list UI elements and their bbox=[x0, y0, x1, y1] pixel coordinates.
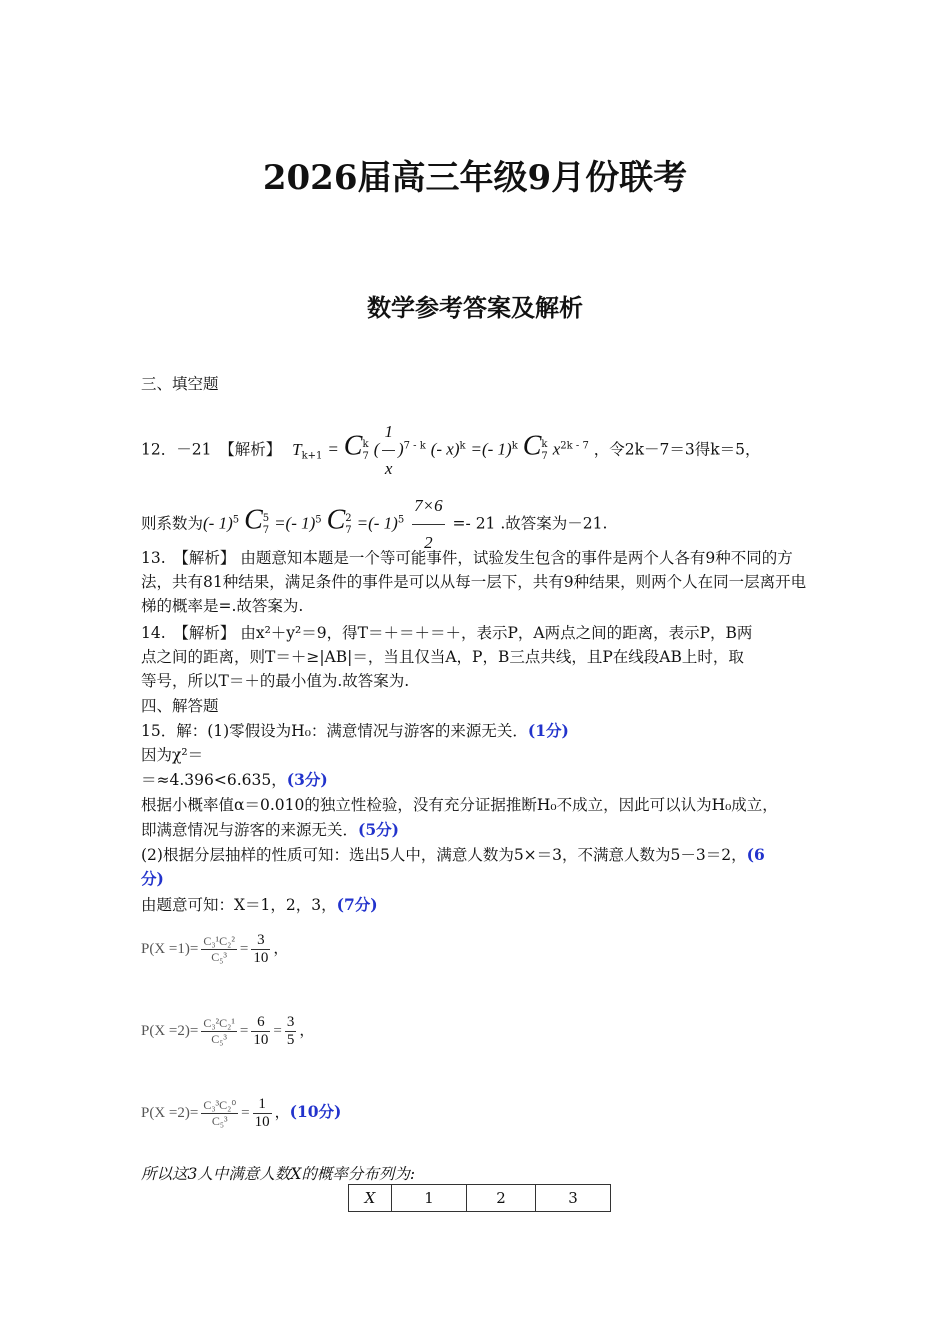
q12-line2-c1-sub: 7 bbox=[262, 524, 270, 536]
q15-line3 bbox=[141, 768, 816, 792]
prob-x1-den: C₅³ bbox=[211, 950, 228, 964]
q15-score6a: (6 bbox=[746, 845, 765, 864]
q12-line2-c2-idx bbox=[345, 513, 351, 537]
q12-frac-num: 1 bbox=[382, 414, 395, 451]
q12-pow1: 7 - k bbox=[403, 440, 426, 452]
q14-line1: 14. 【解析】 由x²＋y²＝9，得T＝＋＝＋＝＋，表示P，A两点之间的距离，表示P，B两 bbox=[141, 624, 753, 642]
q15-line6 bbox=[141, 843, 816, 867]
q12-line2-eq4: =(- 1) bbox=[356, 513, 398, 533]
prob-x3-den: C₅³ bbox=[211, 1114, 228, 1128]
q12-exp5c: 5 bbox=[397, 514, 405, 526]
q12-pow-2k7: 2k - 7 bbox=[560, 440, 589, 452]
q12-line2 bbox=[141, 488, 816, 552]
prob-x1-left: P(X =1)= bbox=[141, 940, 199, 957]
q12-line2-c2-sub: 7 bbox=[345, 524, 352, 536]
q12-line2-tail: =- 21 .故答案为－21. bbox=[452, 514, 608, 533]
q15-score7: (7分) bbox=[336, 895, 378, 914]
q13-paragraph: 13. 【解析】 由题意知本题是一个等可能事件，试验发生包含的事件是两个人各有9种不同的方法，共有81种结果，满足条件的事件是可以从每一层下，共有9种结果，则两个人在同一层离开电梯的概率是=.故答案为. bbox=[141, 549, 807, 615]
table-cell: 1 bbox=[392, 1185, 467, 1212]
q15-line7-text: 由题意可知：X＝1，2，3， bbox=[141, 896, 337, 914]
q12-c2-sub: 7 bbox=[541, 450, 548, 462]
prob-x3-eq: = bbox=[241, 1104, 250, 1121]
distribution-table bbox=[348, 1184, 611, 1212]
q12-eq2: =(- 1) bbox=[470, 439, 512, 459]
q12-frac-den: x bbox=[384, 459, 393, 478]
q12-exp5b: 5 bbox=[315, 514, 322, 526]
prob-x3 bbox=[141, 1096, 341, 1131]
q15-line6-cont bbox=[141, 867, 816, 891]
table-cell: 3 bbox=[536, 1185, 611, 1212]
q12-line2-a: (- 1) bbox=[203, 513, 233, 533]
prob-x1-tail: ， bbox=[273, 940, 289, 957]
prob-x2-rnum: 6 bbox=[251, 1014, 270, 1032]
table-row bbox=[349, 1185, 611, 1212]
q12-line2-c1-idx bbox=[263, 513, 269, 537]
prob-x2-den: C₅³ bbox=[211, 1032, 228, 1046]
q12-pow-k2: k bbox=[511, 440, 518, 452]
q15-line5 bbox=[141, 818, 816, 842]
section-heading-solutions: 四、解答题 bbox=[141, 697, 219, 715]
q12-exp5a: 5 bbox=[232, 514, 240, 526]
q12-line2-frac-num: 7×6 bbox=[412, 488, 444, 525]
section-heading-fill-blank: 三、填空题 bbox=[141, 375, 219, 393]
q12-line1: 12．－21 【解析】 $T_{k+1} = C$ k 7 ( $\frac{1}{x}$ )$^{7 - k}$ (- x)$^k$ =(- 1)$^k$ C k 7 $x^{2k - 7}$ ，令2k－7＝3得k＝5， bbox=[141, 414, 816, 458]
q15-line1 bbox=[141, 719, 816, 743]
q15-line2: 因为χ²＝ bbox=[141, 746, 204, 764]
q15-line1-text: 15．解：(1)零假设为H₀：满意情况与游客的来源无关． bbox=[141, 722, 528, 740]
q15-score3: (3分) bbox=[286, 770, 328, 789]
q12-combination-c2: C bbox=[522, 430, 542, 462]
q15-line7 bbox=[141, 893, 816, 917]
q12-line2-eq3: =(- 1) bbox=[274, 513, 316, 533]
prob-x3-tail: ， bbox=[274, 1104, 290, 1121]
table-cell: X bbox=[349, 1185, 392, 1212]
prob-x2-eq2: = bbox=[273, 1022, 282, 1039]
q12-combination-c: C bbox=[343, 430, 363, 462]
prob-x3-num: C₃³C₂⁰ bbox=[203, 1098, 237, 1112]
q15-score6b: 分) bbox=[141, 869, 164, 888]
q14-line3: 等号，所以T＝＋的最小值为.故答案为. bbox=[141, 672, 410, 690]
q12-line2-c1: C bbox=[244, 504, 263, 536]
q15-line5-text: 即满意情况与游客的来源无关． bbox=[141, 821, 359, 839]
q12-c-sub: 7 bbox=[362, 450, 369, 462]
q12-c2-sup: k bbox=[541, 438, 548, 450]
q15-line6-text: (2)根据分层抽样的性质可知：选出5人中，满意人数为5×＝3，不满意人数为5－3＝2， bbox=[141, 846, 747, 864]
q12-label: 12．－21 【解析】 bbox=[141, 440, 282, 459]
prob-x3-left: P(X =2)= bbox=[141, 1104, 199, 1121]
prob-x1 bbox=[141, 932, 288, 967]
q15-score10: (10分) bbox=[289, 1101, 342, 1121]
q15-score1: (1分) bbox=[527, 721, 569, 740]
q12-line2-c1-sup: 5 bbox=[262, 512, 270, 524]
q12-tail: ，令2k－7＝3得k＝5， bbox=[593, 440, 761, 459]
q12-eq1: = bbox=[327, 439, 339, 459]
q12-pow-k: k bbox=[459, 440, 466, 452]
prob-x2-eq: = bbox=[239, 1022, 249, 1039]
q12-neg-x: (- x) bbox=[430, 439, 460, 459]
prob-x1-eq: = bbox=[239, 940, 249, 957]
prob-x2-left: P(X =2)= bbox=[141, 1022, 199, 1039]
q12-c-indices bbox=[362, 439, 368, 463]
q12-line2-c2: C bbox=[326, 504, 346, 536]
q12-term-sub: k+1 bbox=[301, 450, 323, 462]
prob-x2-r2den: 5 bbox=[286, 1032, 295, 1048]
q12-line2-prefix: 则系数为 bbox=[141, 514, 204, 533]
prob-x2-tail: ， bbox=[299, 1022, 315, 1039]
prob-x2-num: C₃²C₂¹ bbox=[203, 1016, 235, 1030]
q12-fraction bbox=[382, 414, 395, 487]
q14-line2: 点之间的距离，则T＝＋≥|AB|＝，当且仅当A，P，B三点共线，且P在线段AB上时，取 bbox=[141, 648, 744, 666]
prob-x2-r2num: 3 bbox=[286, 1014, 295, 1030]
q15-line3-text: ＝≈4.396<6.635， bbox=[141, 771, 287, 789]
page-subtitle: 数学参考答案及解析 bbox=[367, 293, 583, 322]
q12-c2-indices bbox=[541, 439, 547, 463]
q12-x: x bbox=[552, 439, 561, 459]
q12-line2-frac-den: 2 bbox=[424, 533, 433, 552]
prob-x2-rden: 10 bbox=[253, 1032, 269, 1048]
prob-x1-rnum: 3 bbox=[251, 932, 270, 950]
prob-x3-rnum: 1 bbox=[253, 1096, 272, 1114]
q12-c-sup: k bbox=[362, 438, 369, 450]
table-cell: 2 bbox=[467, 1185, 536, 1212]
q12-term-T: T bbox=[292, 439, 302, 459]
prob-x1-rden: 10 bbox=[253, 950, 269, 966]
q15-line4: 根据小概率值α＝0.010的独立性检验，没有充分证据推断H₀不成立，因此可以认为H₀成立， bbox=[141, 796, 778, 814]
q15-score5: (5分) bbox=[358, 820, 399, 839]
page-title: 2026届高三年级9月份联考 bbox=[262, 158, 688, 198]
prob-x3-rden: 10 bbox=[254, 1114, 270, 1130]
prob-x1-num: C₃¹C₂² bbox=[203, 934, 235, 948]
q12-line2-c2-sup: 2 bbox=[345, 512, 352, 524]
prob-x2 bbox=[141, 1014, 314, 1049]
distribution-caption: 所以这3人中满意人数X的概率分布列为: bbox=[141, 1165, 416, 1183]
